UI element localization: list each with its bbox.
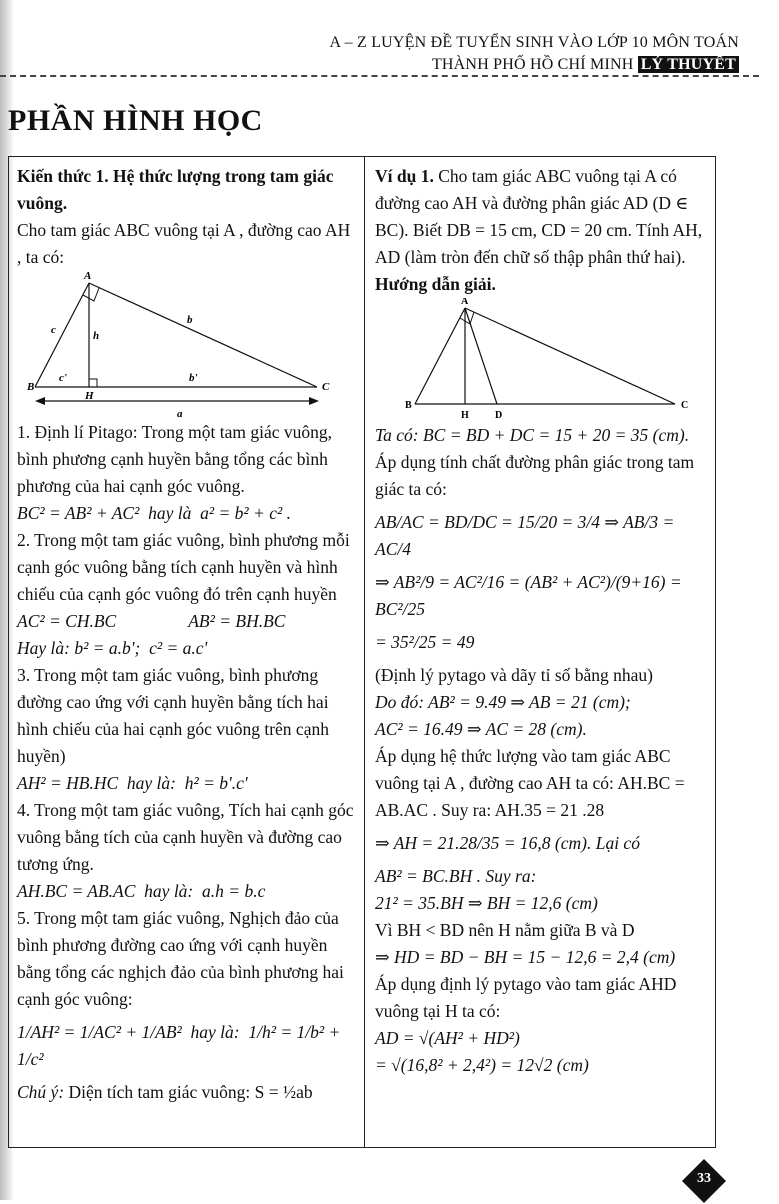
- solution-heading: Hướng dẫn giải.: [375, 274, 496, 294]
- running-header: [330, 32, 739, 76]
- theory-heading: Kiến thức 1. Hệ thức lượng trong tam giác vuông.: [17, 166, 334, 213]
- step-11: AB² = BC.BH . Suy ra:: [375, 866, 537, 886]
- triangle-figure-theory: [17, 271, 337, 419]
- formula-2b: AB² = BH.BC: [188, 611, 286, 631]
- fig1-label-a: a: [177, 408, 183, 419]
- note-label: Chú ý:: [17, 1082, 65, 1102]
- formula-2: [17, 608, 357, 635]
- theorem-3: 3. Trong một tam giác vuông, bình phương đường cao ứng với cạnh huyền bằng tích hai hình chiếu của hai cạnh góc vuông trên cạnh huyền): [17, 665, 329, 766]
- fig1-label-B: B: [27, 381, 35, 393]
- fig1-label-H: H: [85, 390, 94, 402]
- fig2-label-H: H: [461, 410, 469, 421]
- step-5: = 35²/25 = 49: [375, 632, 475, 652]
- fig1-label-c-prime: c': [59, 372, 67, 384]
- theory-intro: Cho tam giác ABC vuông tại A , đường cao AH , ta có:: [17, 220, 351, 267]
- step-1: Ta có: BC = BD + DC = 15 + 20 = 35 (cm).: [375, 425, 690, 445]
- formula-4: AH.BC = AB.AC hay là: a.h = b.c: [17, 881, 266, 901]
- fig2-label-C: C: [681, 400, 689, 411]
- fig1-label-h: h: [93, 330, 100, 342]
- step-6: (Định lý pytago và dãy tỉ số bằng nhau): [375, 665, 654, 685]
- note-text: Diện tích tam giác vuông: S = ½ab: [64, 1082, 313, 1102]
- fig1-label-b: b: [187, 314, 193, 326]
- fig1-label-b-prime: b': [189, 372, 198, 384]
- fig1-label-c: c: [51, 324, 56, 336]
- page-number: 33: [697, 1171, 711, 1186]
- step-16: AD = √(AH² + HD²): [375, 1028, 520, 1048]
- fig1-label-A: A: [84, 271, 92, 282]
- formula-2a: AC² = CH.BC: [17, 611, 117, 631]
- step-15: Áp dụng định lý pytago vào tam giác AHD vuông tại H ta có:: [375, 974, 677, 1021]
- step-4: ⇒ AB²/9 = AC²/16 = (AB² + AC²)/(9+16) = BC²/25: [375, 572, 687, 619]
- example-problem: [375, 163, 710, 271]
- formula-5: 1/AH² = 1/AC² + 1/AB² hay là: 1/h² = 1/b² + 1/c²: [17, 1022, 345, 1069]
- section-title: PHẦN HÌNH HỌC: [8, 104, 263, 137]
- step-12: 21² = 35.BH ⇒ BH = 12,6 (cm): [375, 893, 598, 913]
- header-line-2: [330, 54, 739, 76]
- header-line-1: A – Z LUYỆN ĐỀ TUYỂN SINH VÀO LỚP 10 MÔN TOÁN: [329, 34, 739, 51]
- content-box: [8, 156, 716, 1148]
- triangle-figure-example: [375, 298, 695, 422]
- step-2: Áp dụng tính chất đường phân giác trong tam giác ta có:: [375, 452, 695, 499]
- step-13: Vì BH < BD nên H nằm giữa B và D: [375, 920, 635, 940]
- example-text: Cho tam giác ABC vuông tại A có đường cao AH và đường phân giác AD (D ∈ BC). Biết DB = 15 cm, CD = 20 cm. Tính AH, AD (làm tròn đến chữ số thập phân thứ hai).: [375, 166, 703, 267]
- fig2-label-B: B: [405, 400, 412, 411]
- area-note: [17, 1079, 357, 1106]
- fig1-label-C: C: [322, 381, 330, 393]
- step-3: AB/AC = BD/DC = 15/20 = 3/4 ⇒ AB/3 = AC/4: [375, 512, 679, 559]
- fig2-label-D: D: [495, 410, 503, 421]
- step-10: ⇒ AH = 21.28/35 = 16,8 (cm). Lại có: [375, 833, 640, 853]
- step-7: Do đó: AB² = 9.49 ⇒ AB = 21 (cm);: [375, 692, 631, 712]
- header-line-2-text: THÀNH PHỐ HỒ CHÍ MINH: [431, 56, 634, 73]
- formula-2c: Hay là: b² = a.b'; c² = a.c': [17, 638, 208, 658]
- theorem-1: 1. Định lí Pitago: Trong một tam giác vuông, bình phương cạnh huyền bằng tổng các bình phương của hai cạnh góc vuông.: [17, 422, 333, 496]
- formula-1: BC² = AB² + AC² hay là a² = b² + c² .: [17, 503, 291, 523]
- step-14: ⇒ HD = BD − BH = 15 − 12,6 = 2,4 (cm): [375, 947, 676, 967]
- step-17: = √(16,8² + 2,4²) = 12√2 (cm): [375, 1055, 589, 1075]
- theorem-2: 2. Trong một tam giác vuông, bình phương mỗi cạnh góc vuông bằng tích cạnh huyền và hình chiếu của cạnh góc vuông đó trên cạnh huyền: [17, 530, 350, 604]
- example-column: [375, 163, 710, 1079]
- theory-column: [17, 163, 357, 1106]
- column-divider: [364, 157, 365, 1147]
- theorem-4: 4. Trong một tam giác vuông, Tích hai cạnh góc vuông bằng tích của cạnh huyền và đường cao tương ứng.: [17, 800, 354, 874]
- page-number-badge: [681, 1158, 727, 1204]
- theorem-5: 5. Trong một tam giác vuông, Nghịch đảo của bình phương đường cao ứng với cạnh huyền bằng tổng các nghịch đảo của bình phương hai cạnh góc vuông:: [17, 908, 344, 1009]
- fig2-label-A: A: [461, 298, 469, 307]
- example-heading: Ví dụ 1.: [375, 166, 434, 186]
- header-badge: LÝ THUYẾT: [638, 56, 739, 73]
- formula-3: AH² = HB.HC hay là: h² = b'.c': [17, 773, 248, 793]
- step-9: Áp dụng hệ thức lượng vào tam giác ABC vuông tại A , đường cao AH ta có: AH.BC = AB.AC . Suy ra: AH.35 = 21 .28: [375, 746, 685, 820]
- step-8: AC² = 16.49 ⇒ AC = 28 (cm).: [375, 719, 587, 739]
- header-dashed-rule: [0, 75, 759, 77]
